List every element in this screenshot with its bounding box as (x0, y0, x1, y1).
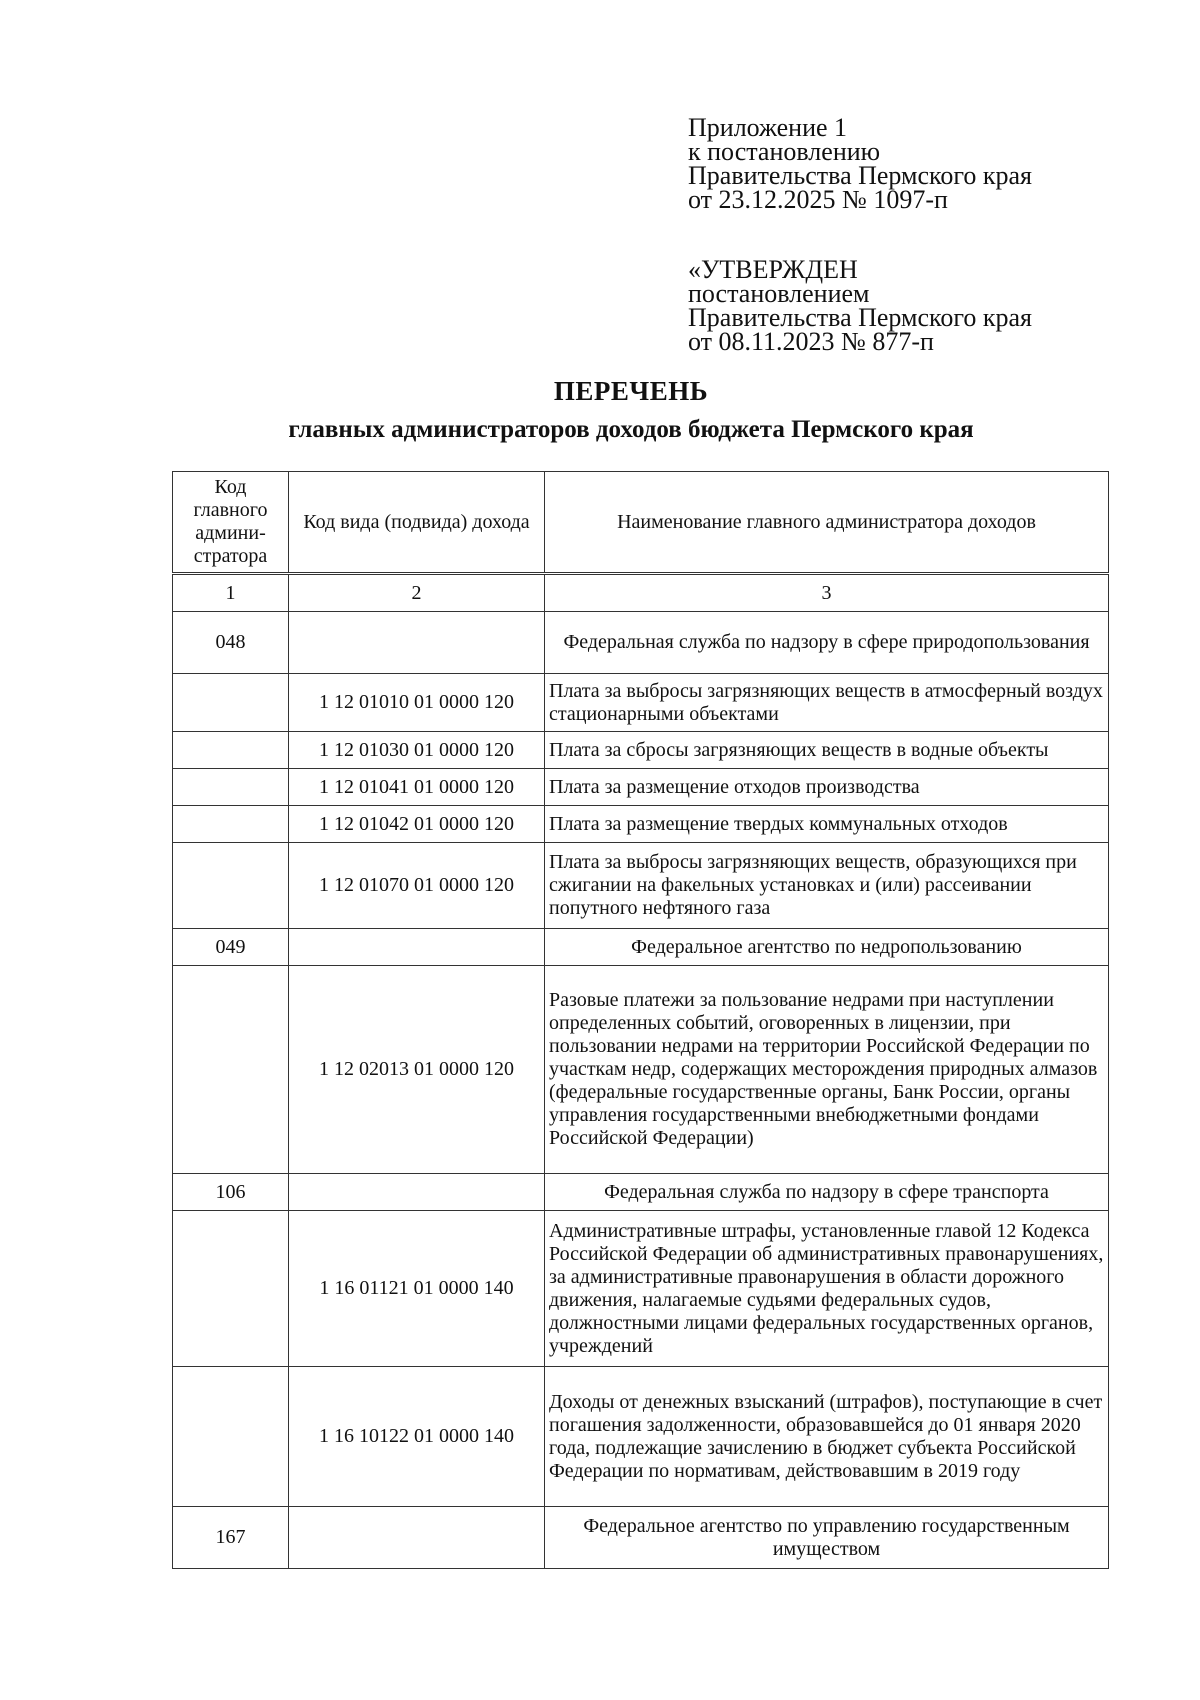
admin-name-cell: Федеральная служба по надзору в сфере транспорта (545, 1174, 1109, 1211)
admin-code-cell (173, 732, 289, 769)
administrator-row (173, 929, 1109, 966)
admin-code-cell: 048 (173, 612, 289, 674)
admin-name-cell: Плата за выбросы загрязняющих веществ в атмосферный воздух стационарными объектами (545, 674, 1109, 732)
administrator-row (173, 1507, 1109, 1569)
admin-name-cell: Федеральное агентство по управлению государственным имуществом (545, 1507, 1109, 1569)
admin-name-cell: Плата за сбросы загрязняющих веществ в водные объекты (545, 732, 1109, 769)
revenue-row (173, 966, 1109, 1174)
revenue-code-cell (289, 1174, 545, 1211)
revenue-row (173, 843, 1109, 929)
administrator-row (173, 1174, 1109, 1211)
admin-code-cell: 106 (173, 1174, 289, 1211)
appendix-header (688, 113, 1032, 214)
revenue-code-cell (289, 1507, 545, 1569)
revenue-code-cell: 1 12 01042 01 0000 120 (289, 806, 545, 843)
appendix-line: Приложение 1 (688, 113, 848, 142)
admin-code-cell (173, 806, 289, 843)
column-number: 2 (289, 574, 545, 612)
revenue-code-cell (289, 929, 545, 966)
approved-line: «УТВЕРЖДЕН (688, 255, 858, 284)
revenue-code-cell (289, 612, 545, 674)
revenue-row (173, 1367, 1109, 1507)
admin-code-cell (173, 674, 289, 732)
revenue-row (173, 806, 1109, 843)
table-header-row (173, 472, 1109, 574)
admin-code-cell: 167 (173, 1507, 289, 1569)
table-body (173, 612, 1109, 1569)
revenue-row (173, 1211, 1109, 1367)
admin-name-cell: Разовые платежи за пользование недрами при наступлении определенных событий, оговоренных в лицензии, при пользовании недрами на территории Российской Федерации по участкам недр, содержащих месторождения природных алмазов (федеральные государственные органы, Банк России, органы управления государственными внебюджетными фондами Российской Федерации) (545, 966, 1109, 1174)
admin-name-cell: Плата за размещение твердых коммунальных отходов (545, 806, 1109, 843)
admin-code-cell (173, 1211, 289, 1367)
revenue-code-cell: 1 16 10122 01 0000 140 (289, 1367, 545, 1507)
column-number: 3 (545, 574, 1109, 612)
revenue-code-cell: 1 12 01041 01 0000 120 (289, 769, 545, 806)
admin-code-cell: 049 (173, 929, 289, 966)
admin-name-cell: Плата за выбросы загрязняющих веществ, образующихся при сжигании на факельных установках и (или) рассеивании попутного нефтяного газа (545, 843, 1109, 929)
revenue-code-cell: 1 12 01010 01 0000 120 (289, 674, 545, 732)
admin-name-cell: Федеральная служба по надзору в сфере природопользования (545, 612, 1109, 674)
approved-line: от 08.11.2023 № 877-п (688, 327, 934, 356)
document-subtitle: главных администраторов доходов бюджета Пермского края (288, 416, 974, 443)
admin-name-cell: Плата за размещение отходов производства (545, 769, 1109, 806)
revenue-code-cell: 1 12 01030 01 0000 120 (289, 732, 545, 769)
administrator-row (173, 612, 1109, 674)
revenue-row (173, 769, 1109, 806)
revenue-row (173, 674, 1109, 732)
header-revenue-code: Код вида (подвида) дохода (289, 472, 545, 574)
appendix-line: Правительства Пермского края (688, 161, 1032, 190)
header-admin-code: Код главного админи-стратора (173, 472, 289, 574)
admin-name-cell: Доходы от денежных взысканий (штрафов), поступающие в счет погашения задолженности, образовавшейся до 01 января 2020 года, подлежащие зачислению в бюджет субъекта Российской Федерации по нормативам, действовавшим в 2019 году (545, 1367, 1109, 1507)
column-number: 1 (173, 574, 289, 612)
admin-code-cell (173, 966, 289, 1174)
admin-code-cell (173, 769, 289, 806)
admin-code-cell (173, 1367, 289, 1507)
approved-line: Правительства Пермского края (688, 303, 1032, 332)
approved-stamp (688, 255, 1032, 356)
revenue-row (173, 732, 1109, 769)
admin-code-cell (173, 843, 289, 929)
admin-name-cell: Административные штрафы, установленные главой 12 Кодекса Российской Федерации об административных правонарушениях, за административные правонарушения в области дорожного движения, налагаемые судьями федеральных судов, должностными лицами федеральных государственных органов, учреждений (545, 1211, 1109, 1367)
admin-name-cell: Федеральное агентство по недропользованию (545, 929, 1109, 966)
column-number-row (173, 574, 1109, 612)
header-admin-name: Наименование главного администратора доходов (545, 472, 1109, 574)
approved-line: постановлением (688, 279, 870, 308)
document-title: ПЕРЕЧЕНЬ (553, 376, 709, 406)
revenue-administrators-table (172, 471, 1109, 1569)
appendix-line: от 23.12.2025 № 1097-п (688, 185, 948, 214)
revenue-code-cell: 1 16 01121 01 0000 140 (289, 1211, 545, 1367)
revenue-code-cell: 1 12 01070 01 0000 120 (289, 843, 545, 929)
appendix-line: к постановлению (688, 137, 881, 166)
revenue-code-cell: 1 12 02013 01 0000 120 (289, 966, 545, 1174)
